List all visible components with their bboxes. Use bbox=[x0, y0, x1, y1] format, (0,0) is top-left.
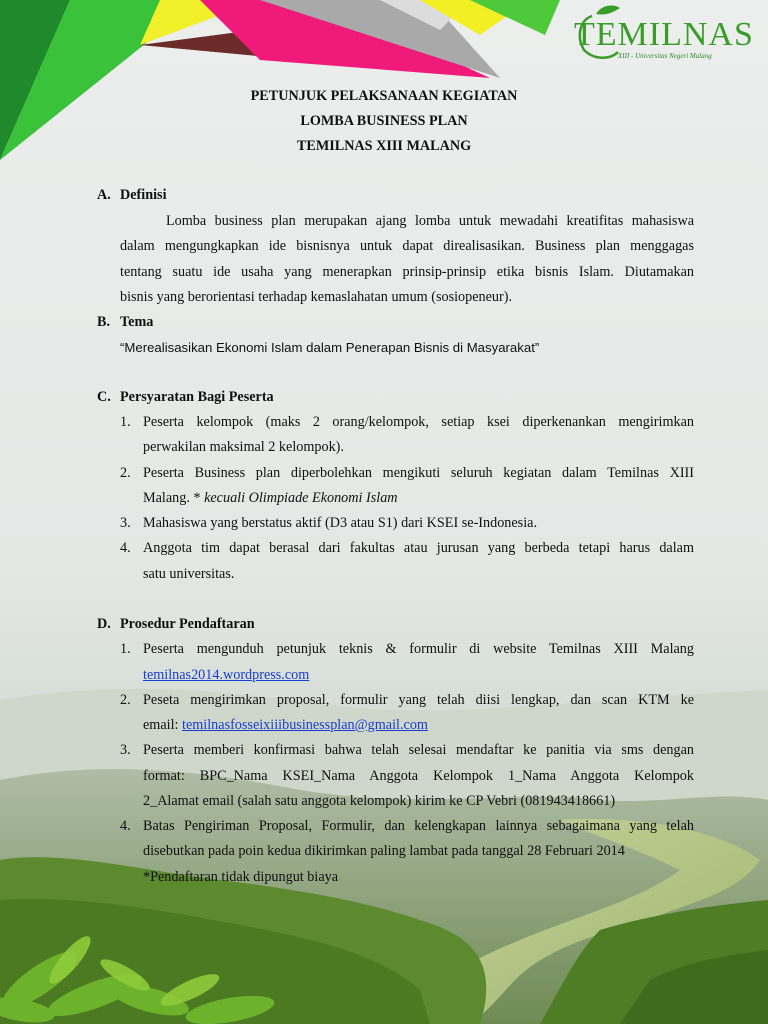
free-registration-note: *Pendaftaran tidak dipungut biaya bbox=[143, 869, 339, 885]
section-a-paragraph-line: bisnis yang berorientasi terhadap kemaslahatan umum (sosiopeneur). bbox=[120, 289, 513, 305]
website-link-line bbox=[143, 663, 309, 689]
website-link[interactable]: temilnas2014.wordpress.com bbox=[143, 667, 310, 683]
list-item-text: Peserta Business plan diperbolehkan mengikuti seluruh kegiatan dalam Temilnas XIII bbox=[143, 465, 694, 481]
list-item-text-prefix: Malang. * bbox=[143, 490, 201, 506]
list-item-number: 4. bbox=[120, 540, 131, 556]
list-item-text: Anggota tim dapat berasal dari fakultas atau jurusan yang berbeda tetapi harus dalam bbox=[143, 540, 694, 556]
section-a-paragraph-line: dalam mengungkapkan ide bisnisnya untuk dapat direalisasikan. Business plan menggagas bbox=[120, 238, 694, 254]
logo-wordmark: TEMILNAS bbox=[574, 16, 754, 53]
list-item-text: 2_Alamat email (salah satu anggota kelompok) kirim ke CP Vebri (081943418661) bbox=[143, 793, 616, 809]
list-item-number: 3. bbox=[120, 742, 131, 758]
section-b-title: Tema bbox=[120, 314, 154, 330]
email-label: email: bbox=[143, 717, 179, 733]
list-item-number: 1. bbox=[120, 641, 131, 657]
section-c-marker: C. bbox=[97, 389, 111, 405]
section-a-paragraph-line: tentang suatu ide usaha yang menerapkan prinsip-prinsip etika bisnis Islam. Diutamakan bbox=[120, 264, 694, 280]
section-d-title: Prosedur Pendaftaran bbox=[120, 616, 255, 632]
list-item-text bbox=[143, 486, 398, 512]
section-a-marker: A. bbox=[97, 187, 111, 203]
section-c-title: Persyaratan Bagi Peserta bbox=[120, 389, 274, 405]
section-d-marker: D. bbox=[97, 616, 111, 632]
theme-quote: “Merealisasikan Ekonomi Islam dalam Penerapan Bisnis di Masyarakat” bbox=[120, 340, 540, 355]
list-item-text: perwakilan maksimal 2 kelompok). bbox=[143, 439, 344, 455]
list-item-text: Mahasiswa yang berstatus aktif (D3 atau S1) dari KSEI se-Indonesia. bbox=[143, 515, 537, 531]
list-item-text: Peserta mengunduh petunjuk teknis & formulir di website Temilnas XIII Malang bbox=[143, 641, 694, 657]
list-item-text: satu universitas. bbox=[143, 566, 235, 582]
doc-title-line2: LOMBA BUSINESS PLAN bbox=[300, 113, 468, 129]
doc-title-line1: PETUNJUK PELAKSANAAN KEGIATAN bbox=[250, 88, 518, 104]
logo-subtitle: XIII - Universitas Negeri Malang bbox=[618, 52, 712, 60]
list-item-text: format: BPC_Nama KSEI_Nama Anggota Kelompok 1_Nama Anggota Kelompok bbox=[143, 768, 694, 784]
doc-title-line3: TEMILNAS XIII MALANG bbox=[296, 138, 472, 154]
list-item-text: disebutkan pada poin kedua dikirimkan paling lambat pada tanggal 28 Februari 2014 bbox=[143, 843, 625, 859]
list-item-text: Peserta kelompok (maks 2 orang/kelompok, setiap ksei diperkenankan mengirimkan bbox=[143, 414, 694, 430]
section-a-paragraph-line: Lomba business plan merupakan ajang lomba untuk mewadahi kreatifitas mahasiswa bbox=[166, 213, 694, 229]
list-item-text: Peserta memberi konfirmasi bahwa telah selesai mendaftar ke panitia via sms dengan bbox=[143, 742, 694, 758]
list-item-exception-note: kecuali Olimpiade Ekonomi Islam bbox=[204, 490, 398, 506]
list-item-number: 2. bbox=[120, 692, 131, 708]
list-item-number: 3. bbox=[120, 515, 131, 531]
section-a-title: Definisi bbox=[120, 187, 167, 203]
email-line bbox=[143, 713, 428, 739]
list-item-number: 1. bbox=[120, 414, 131, 430]
list-item-number: 4. bbox=[120, 818, 131, 834]
list-item-text: Batas Pengiriman Proposal, Formulir, dan kelengkapan lainnya sebagaimana yang telah bbox=[143, 818, 694, 834]
list-item-number: 2. bbox=[120, 465, 131, 481]
section-b-marker: B. bbox=[97, 314, 111, 330]
list-item-text: Peseta mengirimkan proposal, formulir yang telah diisi lengkap, dan scan KTM ke bbox=[143, 692, 694, 708]
email-link[interactable]: temilnasfosseixiiibusinessplan@gmail.com bbox=[182, 717, 428, 733]
